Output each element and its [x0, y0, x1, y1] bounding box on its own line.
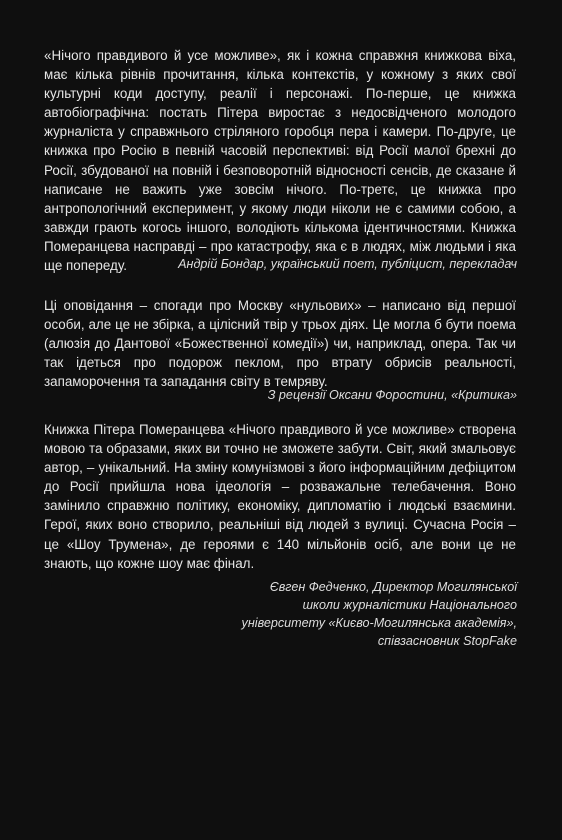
review-3-attribution-wrap [240, 578, 517, 650]
review-2-attribution: З рецензії Оксани Форостини, «Критика» [267, 388, 517, 402]
review-1-attribution: Андрій Бондар, український поет, публіцист, перекладач [178, 257, 517, 271]
review-2-text: Ці оповідання – спогади про Москву «нульових» – написано від першої особи, але це не збірка, а цілісний твір у трьох діях. Це могла б бути поема (алюзія до Дантової «Божественної комедії») чи, наприклад, опера. Так чи так ідеться про подорож пеклом, про втрату обрисів реальності, запаморочення та западання світу в темряву. [44, 298, 516, 390]
review-1-attribution-wrap [44, 255, 517, 273]
review-1 [44, 46, 516, 275]
review-1-text: «Нічого правдивого й усе можливе», як і кожна справжня книжкова віха, має кілька рівнів прочитання, кілька контекстів, у кожному з яких свої культурні коди доступу, реалії і персонажі. По-перше, це книжка автобіографічна: постать Пітера виростає з недосвідченого молодого журналіста у справжнього стріляного горобця пера і камери. По-друге, це книжка про Росію в певній часовій перспективі: від Росії малої брехні до Росії, збудованої на повній і безповоротній відносності сенсів, де сказане й написане не важить уже зовсім нічого. По-третє, це книжка про антропологічний експеримент, у якому люди ніколи не є самими собою, а завжди грають когось іншого, володіють кількома ідентичностями. Книжка Померанцева насправді – про катастрофу, яка є в людях, між людьми і яка ще попереду. [44, 48, 516, 274]
review-2 [44, 296, 516, 391]
review-2-attribution-wrap [44, 386, 517, 404]
review-3 [44, 420, 516, 573]
review-3-attribution: Євген Федченко, Директор Могилянської школи журналістики Національного університету «Києво-Могилянська академія», співзасновник StopFake [241, 580, 517, 648]
review-3-text: Книжка Пітера Померанцева «Нічого правдивого й усе можливе» створена мовою та образами, яких ви точно не зможете забути. Світ, який змальовує автор, – унікальний. На зміну комунізмові з його інформаційним дефіцитом до Росії прийшла нова ідеологія – розважальне телебачення. Воно замінило справжню політику, економіку, дипломатію і людські взаємини. Герої, яких воно створило, реальніші від людей з вулиці. Сучасна Росія – це «Шоу Трумена», де героями є 140 мільйонів осіб, але вони це не знають, що кожне шоу має фінал. [44, 422, 516, 571]
